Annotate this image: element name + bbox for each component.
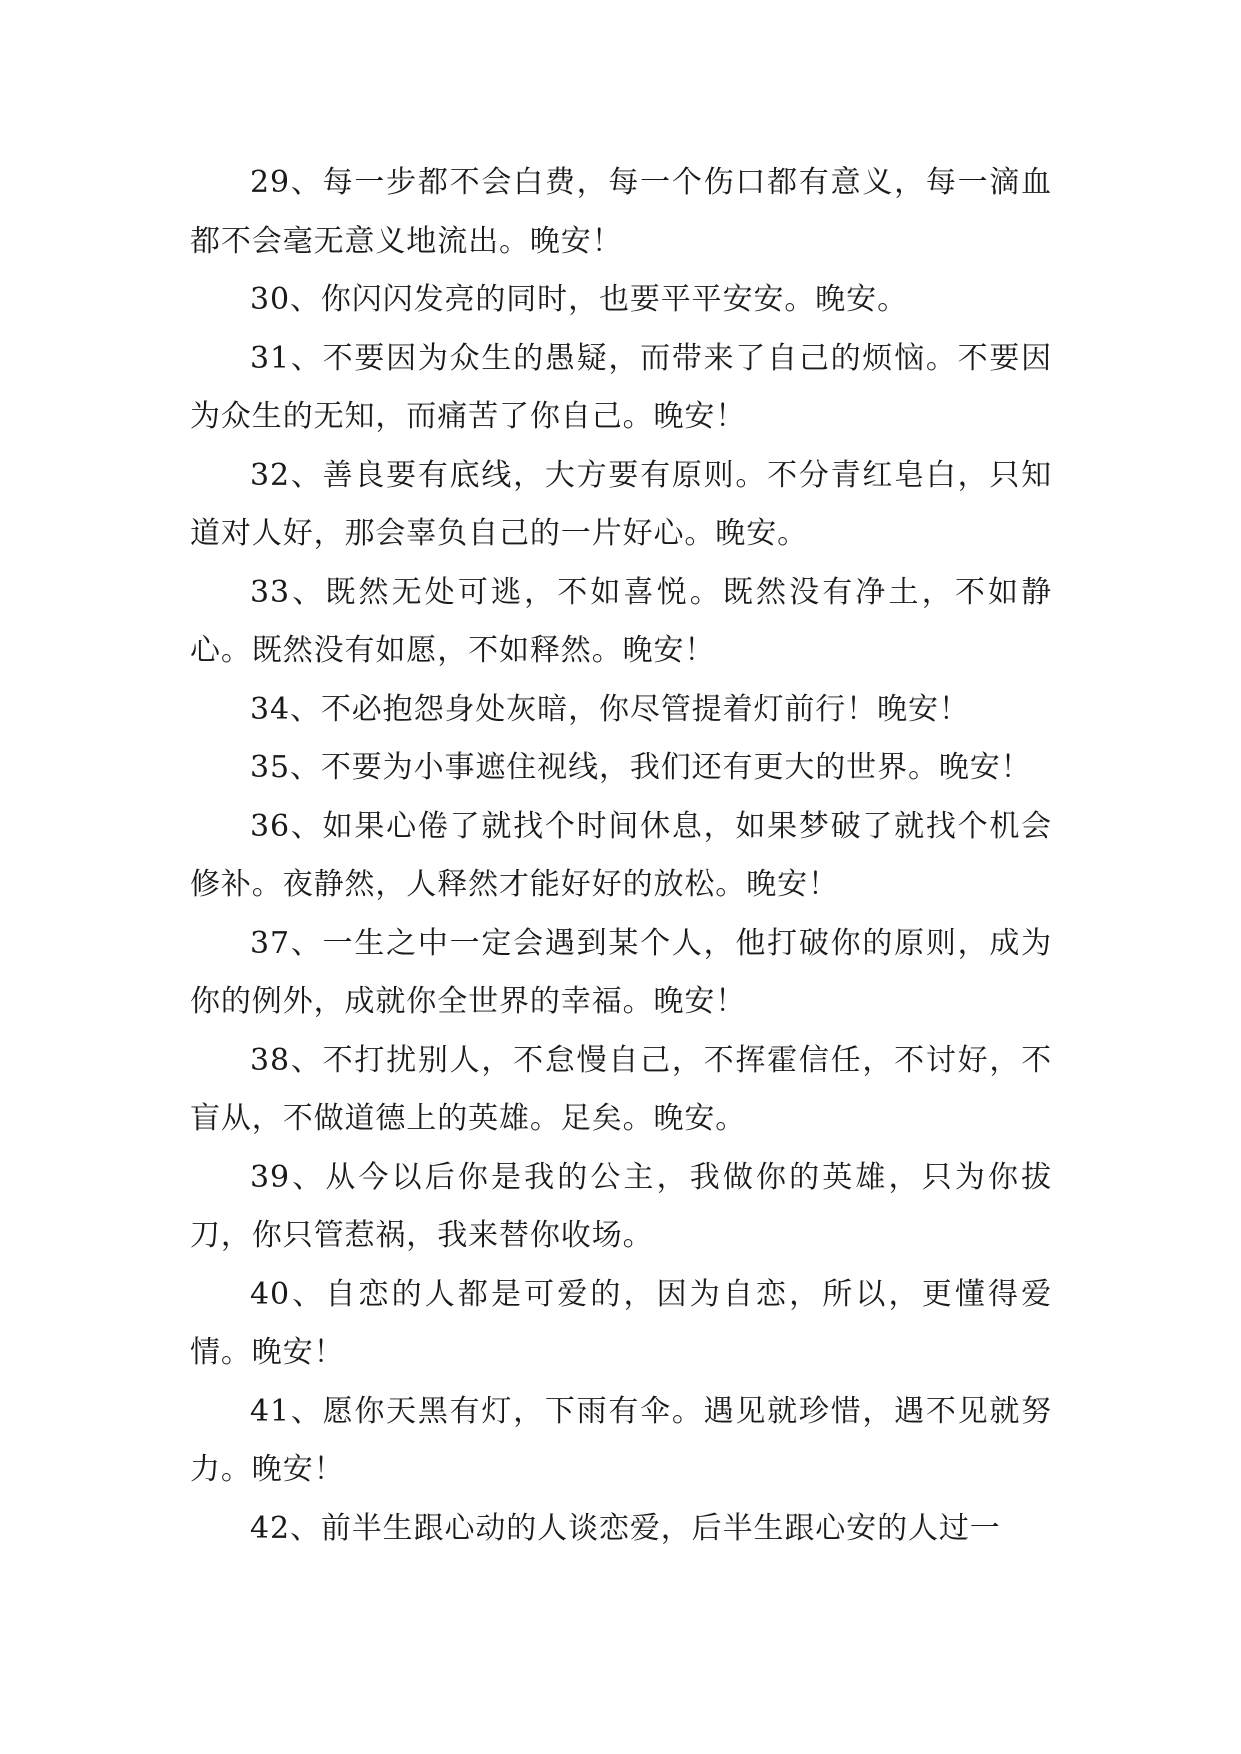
paragraph-40: 40、自恋的人都是可爱的，因为自恋，所以，更懂得爱情。晚安！	[190, 1276, 1052, 1370]
paragraph-35: 35、不要为小事遮住视线，我们还有更大的世界。晚安！	[250, 750, 1032, 785]
paragraph-29: 29、每一步都不会白费，每一个伤口都有意义，每一滴血都不会毫无意义地流出。晚安！	[190, 165, 1052, 259]
paragraph-42: 42、前半生跟心动的人谈恋爱，后半生跟心安的人过一	[250, 1510, 1001, 1546]
document-body	[190, 154, 1052, 1558]
paragraph-36: 36、如果心倦了就找个时间休息，如果梦破了就找个机会修补。夜静然，人释然才能好好的放松。晚安！	[190, 808, 1052, 902]
paragraph-37: 37、一生之中一定会遇到某个人，他打破你的原则，成为你的例外，成就你全世界的幸福。晚安！	[190, 925, 1052, 1019]
paragraph-32: 32、善良要有底线，大方要有原则。不分青红皂白，只知道对人好，那会辜负自己的一片好心。晚安。	[190, 457, 1052, 551]
paragraph-33: 33、既然无处可逃，不如喜悦。既然没有净土，不如静心。既然没有如愿，不如释然。晚安！	[190, 574, 1052, 668]
paragraph-41: 41、愿你天黑有灯，下雨有伞。遇见就珍惜，遇不见就努力。晚安！	[190, 1393, 1052, 1487]
paragraph-34: 34、不必抱怨身处灰暗，你尽管提着灯前行！晚安！	[250, 691, 970, 727]
paragraph-31: 31、不要因为众生的愚疑，而带来了自己的烦恼。不要因为众生的无知，而痛苦了你自己。晚安！	[190, 340, 1052, 434]
paragraph-30: 30、你闪闪发亮的同时，也要平平安安。晚安。	[250, 282, 908, 317]
paragraph-39: 39、从今以后你是我的公主，我做你的英雄，只为你拔刀，你只管惹祸，我来替你收场。	[190, 1159, 1052, 1253]
paragraph-38: 38、不打扰别人，不怠慢自己，不挥霍信任，不讨好，不盲从，不做道德上的英雄。足矣。晚安。	[190, 1042, 1052, 1136]
